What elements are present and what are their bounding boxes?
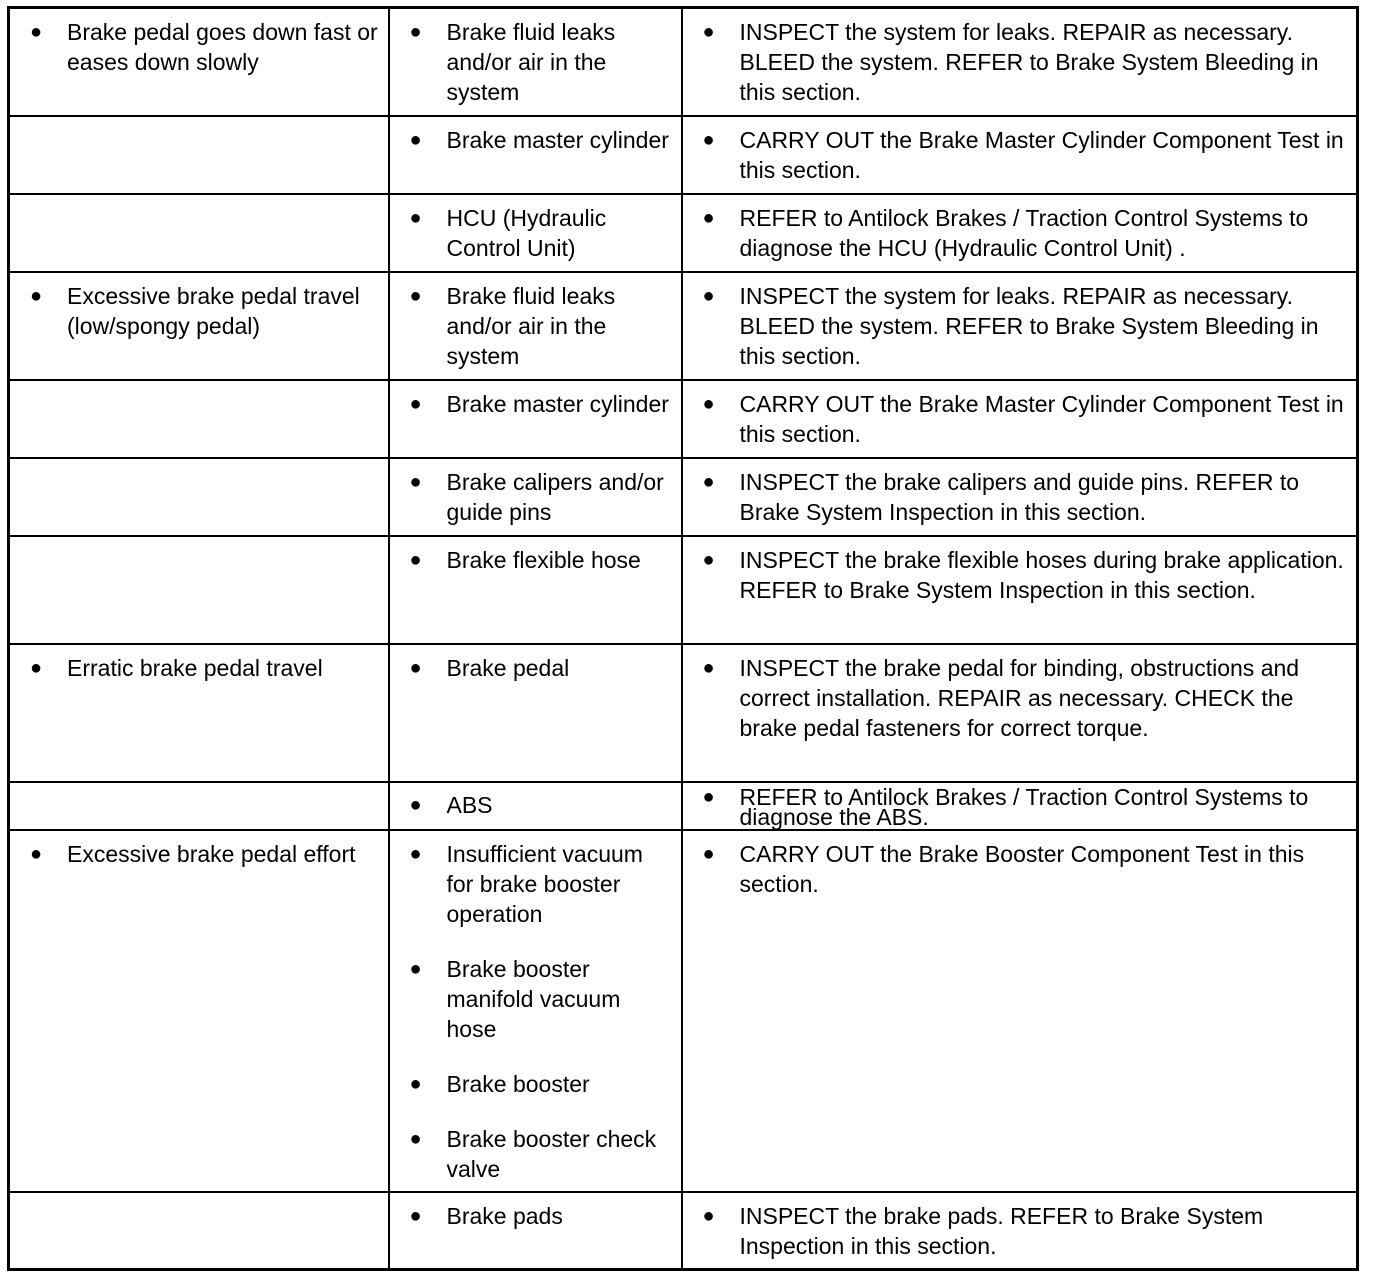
condition-cell [9,380,389,458]
table-row [9,194,1358,272]
condition-cell [9,1192,389,1270]
action-text: ● CARRY OUT the Brake Master Cylinder Component Test in this section. [703,125,1351,185]
condition-cell [9,458,389,536]
cause-cell [389,458,682,536]
action-text: ● INSPECT the system for leaks. REPAIR as necessary. BLEED the system. REFER to Brake System Bleeding in this section. [703,281,1351,371]
action-text: ● INSPECT the brake flexible hoses during brake application. REFER to Brake System Inspection in this section. [703,545,1351,605]
cause-cell [389,116,682,194]
cause-text: ● ABS [410,795,675,815]
condition-text: ● Excessive brake pedal effort [30,839,382,869]
condition-cell [9,194,389,272]
condition-cell [9,116,389,194]
condition-cell [9,830,389,1192]
cause-cell [389,8,682,116]
cause-cell [389,1192,682,1270]
action-text: ● INSPECT the brake pads. REFER to Brake System Inspection in this section. [703,1201,1351,1261]
cause-text: ● Brake pads [410,1201,675,1231]
table-row [9,1192,1358,1270]
action-cell [682,380,1358,458]
action-cell [682,536,1358,644]
table-row [9,272,1358,380]
action-cell [682,458,1358,536]
action-cell [682,1192,1358,1270]
table-row [9,536,1358,644]
cause-cell [389,380,682,458]
condition-cell [9,782,389,830]
cause-cell [389,194,682,272]
cause-text: ● Brake master cylinder [410,389,675,419]
cause-text: ● Brake fluid leaks and/or air in the system [410,281,675,371]
action-text: ● REFER to Antilock Brakes / Traction Control Systems to diagnose the ABS. [703,787,1351,827]
cause-cell [389,830,682,1192]
condition-cell [9,536,389,644]
diagnosis-table [7,6,1359,1271]
condition-text: ● Brake pedal goes down fast or eases down slowly [30,17,382,77]
condition-cell [9,8,389,116]
cause-cell [389,536,682,644]
cause-text: ● Brake calipers and/or guide pins [410,467,675,527]
table-row [9,830,1358,1192]
action-cell [682,194,1358,272]
cause-text: ● Brake booster [410,1069,675,1099]
action-cell [682,830,1358,1192]
condition-cell [9,644,389,782]
cause-cell [389,272,682,380]
cause-text: ● Brake booster manifold vacuum hose [410,954,675,1044]
table-row [9,380,1358,458]
action-text: ● CARRY OUT the Brake Master Cylinder Component Test in this section. [703,389,1351,449]
cause-text: ● Brake flexible hose [410,545,675,575]
action-text: ● INSPECT the brake calipers and guide pins. REFER to Brake System Inspection in this section. [703,467,1351,527]
action-cell [682,644,1358,782]
table-row [9,116,1358,194]
cause-text: ● Insufficient vacuum for brake booster operation [410,839,675,929]
action-text: ● INSPECT the system for leaks. REPAIR as necessary. BLEED the system. REFER to Brake System Bleeding in this section. [703,17,1351,107]
cause-cell [389,644,682,782]
cause-text: ● Brake pedal [410,653,675,683]
action-text: ● REFER to Antilock Brakes / Traction Control Systems to diagnose the HCU (Hydraulic Control Unit) . [703,203,1351,263]
action-text: ● CARRY OUT the Brake Booster Component Test in this section. [703,839,1351,899]
action-cell [682,782,1358,830]
condition-text: ● Erratic brake pedal travel [30,653,382,683]
cause-text: ● Brake fluid leaks and/or air in the system [410,17,675,107]
table-row [9,782,1358,830]
action-cell [682,8,1358,116]
action-cell [682,116,1358,194]
cause-text: ● Brake master cylinder [410,125,675,155]
condition-text: ● Excessive brake pedal travel (low/spongy pedal) [30,281,382,341]
table-row [9,644,1358,782]
table-row [9,458,1358,536]
action-cell [682,272,1358,380]
condition-cell [9,272,389,380]
action-text: ● INSPECT the brake pedal for binding, obstructions and correct installation. REPAIR as necessary. CHECK the brake pedal fasteners for correct torque. [703,653,1351,743]
cause-text: ● Brake booster check valve [410,1124,675,1184]
table-row [9,8,1358,116]
cause-text: ● HCU (Hydraulic Control Unit) [410,203,675,263]
cause-cell [389,782,682,830]
